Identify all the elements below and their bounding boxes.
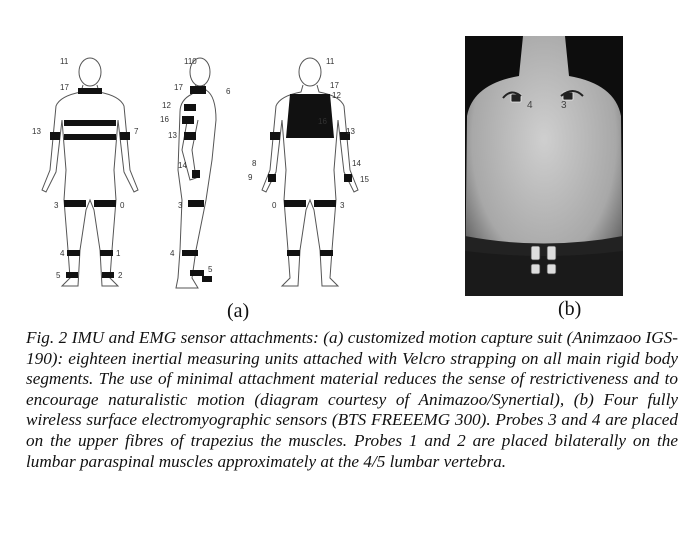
panel-label-a: (a) [227, 300, 250, 322]
probe-label: 3 [561, 100, 567, 111]
front-number: 1 [116, 249, 121, 258]
figure-a-body-diagram [20, 50, 400, 300]
back-number: 8 [252, 159, 257, 168]
side-number: 4 [170, 249, 175, 258]
front-number: 7 [134, 127, 139, 136]
back-number: 15 [360, 175, 369, 184]
side-number: 16 [160, 115, 169, 124]
front-number: 11 [60, 57, 69, 66]
back-number: 13 [346, 127, 355, 136]
side-view-straps [182, 86, 212, 282]
back-number: 11 [326, 57, 335, 66]
figure-b-emg-photo [465, 36, 623, 296]
front-number: 3 [54, 201, 59, 210]
front-number: 17 [60, 83, 69, 92]
front-number: 0 [120, 201, 125, 210]
front-number: 13 [32, 127, 41, 136]
back-number: 16 [318, 117, 327, 126]
back-number: 12 [332, 91, 341, 100]
side-number: 3 [178, 201, 183, 210]
panel-label-b: (b) [558, 298, 582, 320]
front-number: 2 [118, 271, 123, 280]
back-number: 3 [340, 201, 345, 210]
back-number: 9 [248, 173, 253, 182]
back-view-figure [262, 58, 358, 286]
back-number: 17 [330, 81, 339, 90]
probe-label: 4 [527, 100, 533, 111]
figure-caption: Fig. 2 IMU and EMG sensor attachments: (a) customized motion capture suit (Animzaoo IGS-190): eighteen inertial measuring units attached with Velcro strapping on all main rigid body segments. The use of minimal attachment material reduces the sense of restrictiveness and to encourage naturalistic motion (diagram courtesy of Animazoo/Synertial), (b) Four fully wireless surface electromyographic sensors (BTS FREEEMG 300). Probes 3 and 4 are placed on the upper fibres of trapezius the muscles. Probes 1 and 2 are placed bilaterally on the lumbar paraspinal muscles approximately at the 4/5 lumbar vertebra. [26, 328, 678, 471]
back-number: 0 [272, 201, 277, 210]
front-number: 5 [56, 271, 61, 280]
back-number: 14 [352, 159, 361, 168]
side-number: 12 [162, 101, 171, 110]
side-number: 6 [226, 87, 231, 96]
back-view-straps [268, 94, 352, 256]
side-number: 110 [184, 57, 197, 66]
side-number: 5 [208, 265, 213, 274]
side-number: 17 [174, 83, 183, 92]
side-number: 14 [178, 161, 187, 170]
side-number: 13 [168, 131, 177, 140]
front-number: 4 [60, 249, 65, 258]
